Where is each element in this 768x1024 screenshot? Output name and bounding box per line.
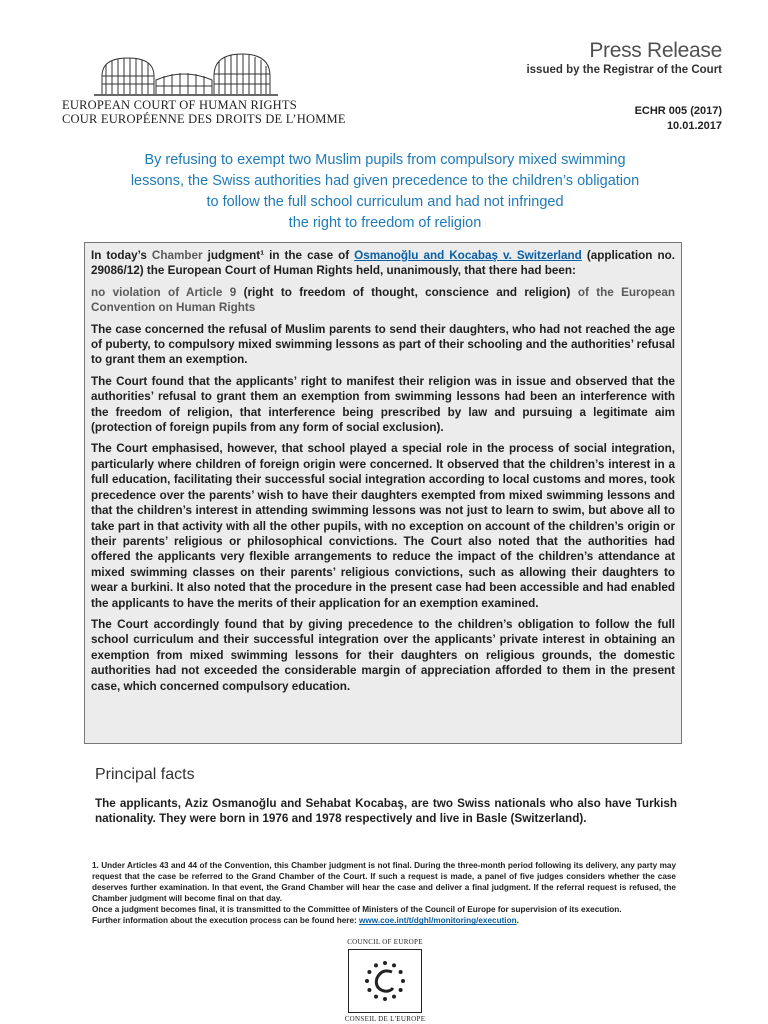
coe-name-fr: CONSEIL DE L'EUROPE [344, 1015, 426, 1023]
footnote [92, 860, 676, 927]
headline-line: By refusing to exempt two Muslim pupils from compulsory mixed swimming [144, 152, 626, 168]
court-building-icon [84, 50, 284, 98]
text-span: judgment¹ in the case of [202, 249, 355, 262]
council-of-europe-logo [341, 938, 429, 1024]
summary-paragraph: The Court accordingly found that by giving precedence to the children’s obligation to follow the full school curriculum and their successful integration over the applicants’ private interest in obtaining an exemption from mixed swimming lessons for their daughters on religious grounds, the domestic authorities had not exceeded the considerable margin of appreciation afforded to them in the present case, which concerned compulsory education. [91, 617, 675, 693]
headline-line: lessons, the Swiss authorities had given precedence to the children’s obligation [130, 173, 640, 189]
summary-paragraph: The Court found that the applicants’ right to manifest their religion was in issue and observed that the authorities’ refusal to grant them an exemption from swimming lessons had been an interference with the freedom of religion, that interference being prescribed by law and pursuing a legitimate aim (protection of foreign pupils from any form of social exclusion). [91, 374, 675, 435]
article-label: no violation of Article 9 [91, 285, 237, 299]
section-body: The applicants, Aziz Osmanoğlu and Sehabat Kocabaş, are two Swiss nationals who also have Turkish nationality. They were born in 1976 and 1978 respectively and live in Basle (Switzerland). [95, 797, 677, 826]
case-link[interactable]: Osmanoğlu and Kocabaş v. Switzerland [354, 249, 582, 262]
coe-emblem [348, 949, 422, 1013]
court-logo [62, 50, 346, 126]
court-name-fr: COUR EUROPÉENNE DES DROITS DE L’HOMME [62, 112, 346, 126]
footnote-paragraph: Once a judgment becomes final, it is transmitted to the Committee of Ministers of the Council of Europe for supervision of its execution. [92, 905, 622, 915]
section-heading: Principal facts [95, 766, 195, 783]
text-span: (application no. 29086/12) the European Court of Human Rights held, unanimously, that there had been: [91, 249, 675, 278]
summary-box [84, 242, 682, 744]
summary-paragraph [91, 285, 675, 316]
release-date: 10.01.2017 [666, 120, 722, 132]
court-name-en: EUROPEAN COURT OF HUMAN RIGHTS [62, 98, 297, 112]
headline-line: the right to freedom of religion [288, 215, 482, 231]
execution-link[interactable]: www.coe.int/t/dghl/monitoring/execution [359, 916, 517, 926]
reference-number: ECHR 005 (2017) [634, 105, 722, 117]
text-span: Further information about the execution process can be found here: [92, 916, 360, 926]
release-reference [635, 104, 722, 134]
summary-paragraph: The case concerned the refusal of Muslim parents to send their daughters, who had not reached the age of puberty, to compulsory mixed swimming lessons as part of their schooling and the authorities’ refusal to grant them an exemption. [91, 322, 675, 367]
headline-line: to follow the full school curriculum and had not infringed [206, 194, 564, 210]
text-span: (right to freedom of thought, conscience and religion) [236, 285, 578, 299]
chamber-label: Chamber [151, 249, 203, 262]
summary-paragraph: The Court emphasised, however, that school played a special role in the process of social integration, particularly where children of foreign origin were concerned. It observed that the children’s interest in a full education, facilitating their successful social integration according to local customs and mores, took precedence over the parents’ wish to have their daughters exempted from mixed swimming lessons and that the children’s interest in attending swimming lessons was not just to learn to swim, but above all to take part in that activity with all the other pupils, with no exception on account of the children’s origin or their parents’ religious or philosophical convictions. The Court also noted that the authorities had offered the applicants very flexible arrangements to reduce the impact of the children’s attendance at mixed swimming classes on their parents’ religious convictions, such as allowing their daughters to wear a burkini. It also noted that the procedure in the present case had been accessible and had enabled the applicants to have the merits of their application for an exemption examined. [91, 442, 675, 610]
text-span: In today’s [91, 249, 152, 262]
summary-paragraph [91, 248, 675, 279]
footnote-paragraph: 1. Under Articles 43 and 44 of the Convention, this Chamber judgment is not final. During the three-month period following its delivery, any party may request that the case be referred to the Grand Chamber of the Court. If such a request is made, a panel of five judges considers whether the case deserves further examination. In that event, the Grand Chamber will hear the case and deliver a final judgment. If the referral request is refused, the Chamber judgment will become final on that day. [92, 861, 676, 904]
press-release-header [526, 40, 722, 76]
coe-name-en: COUNCIL OF EUROPE [347, 938, 423, 946]
headline [90, 150, 680, 234]
convention-label: of the European Convention on Human Rights [91, 285, 675, 315]
press-release-title: Press Release [589, 39, 722, 62]
footnote-paragraph [92, 915, 676, 926]
stars-circle-icon [362, 958, 408, 1004]
press-release-subtitle: issued by the Registrar of the Court [526, 64, 722, 76]
text-span: . [516, 916, 519, 926]
